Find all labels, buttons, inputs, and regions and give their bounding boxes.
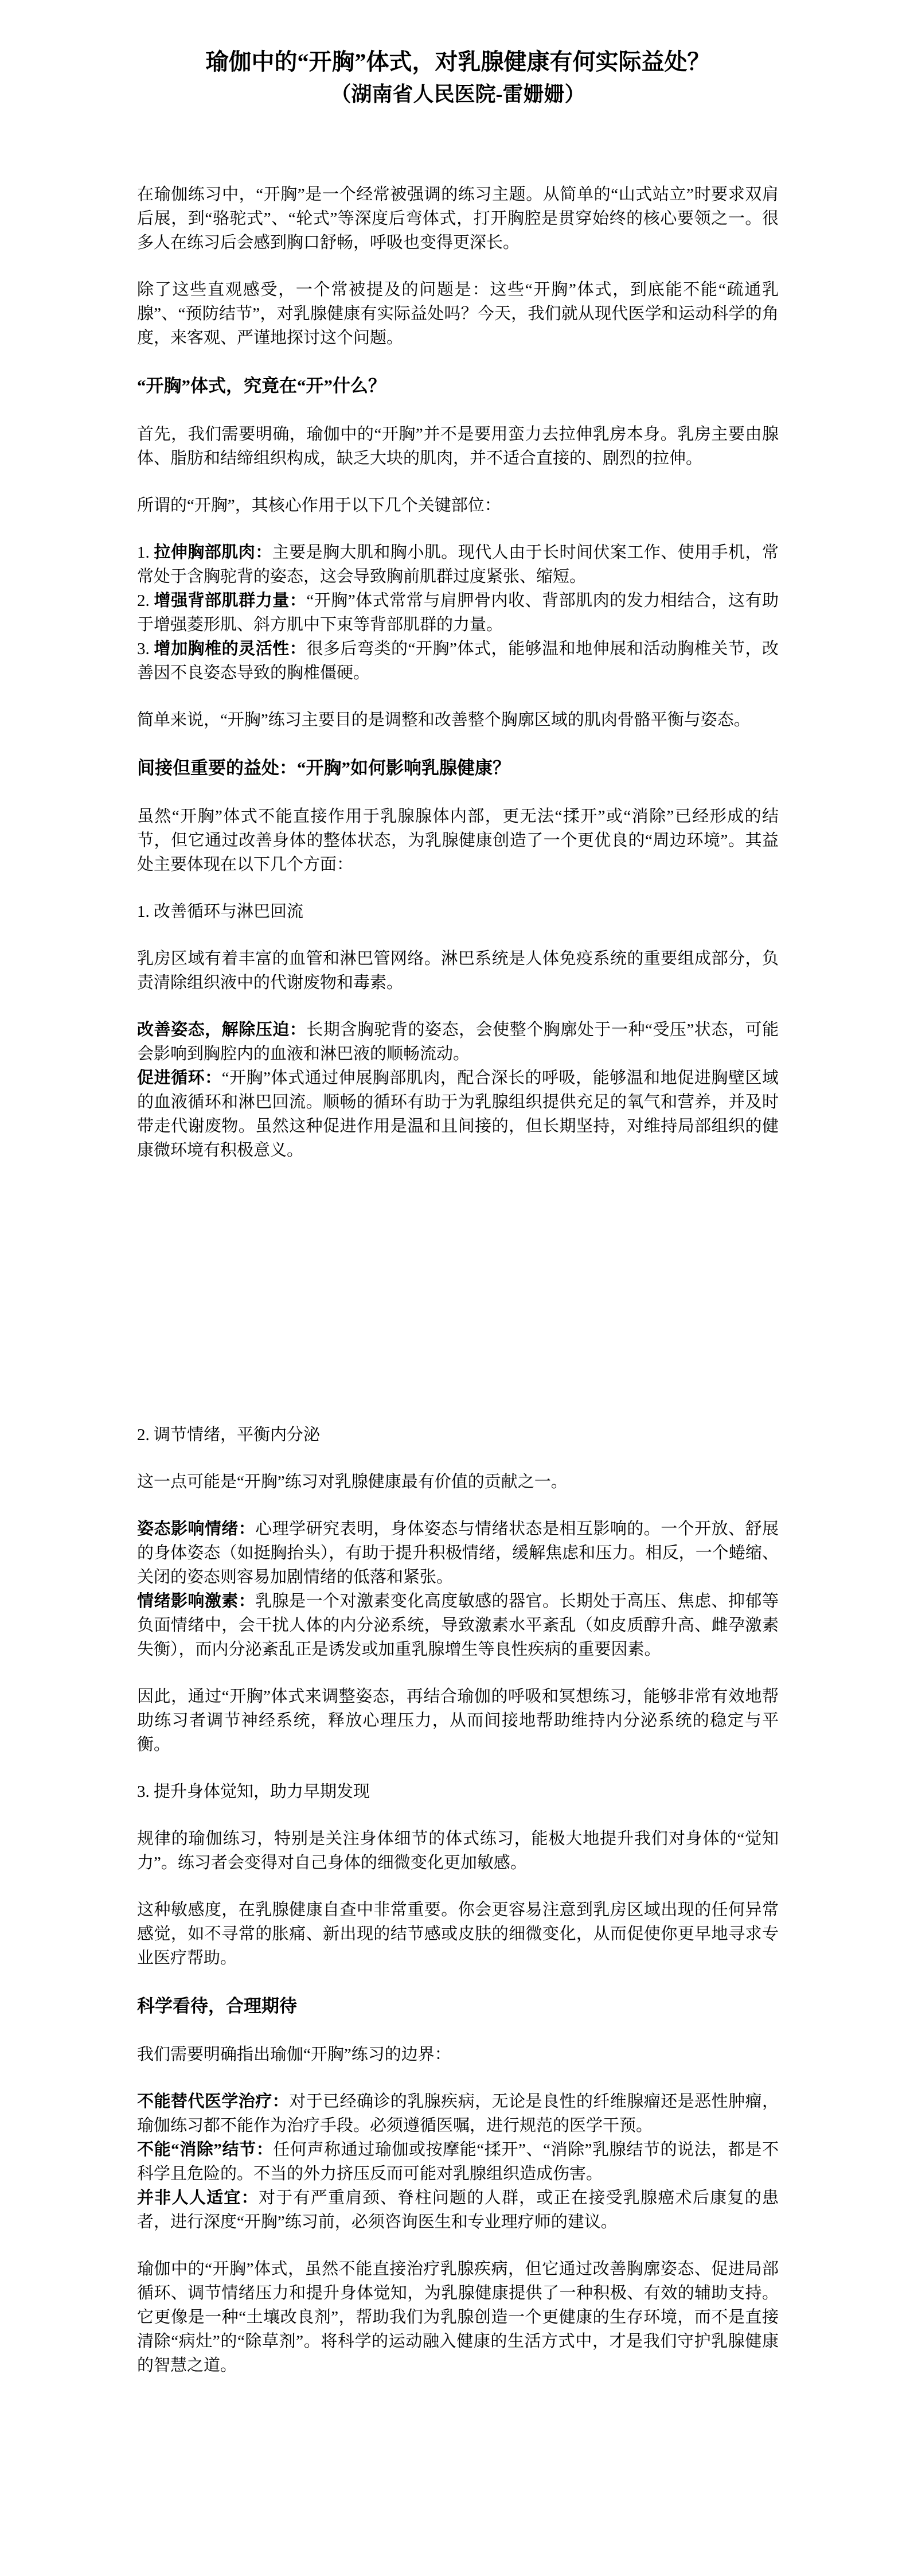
bold-lead: 不能替代医学治疗： [137,2092,290,2111]
lead-paragraph [137,1589,779,1661]
paragraph: 这种敏感度，在乳腺健康自查中非常重要。你会更容易注意到乳房区域出现的任何异常感觉，如不寻常的胀痛、新出现的结节感或皮肤的细微变化，从而促使你更早地寻求专业医疗帮助。 [137,1901,779,1967]
list-item [137,589,779,637]
page-title: 瑜伽中的“开胸”体式，对乳腺健康有何实际益处？ [205,49,710,75]
paragraph: 在瑜伽练习中，“开胸”是一个经常被强调的练习主题。从简单的“山式站立”时要求双肩后展，到“骆驼式”、“轮式”等深度后弯体式，打开胸腔是贯穿始终的核心要领之一。很多人在练习后会感到胸口舒畅，呼吸也变得更深长。 [137,185,779,252]
paragraph: 我们需要明确指出瑜伽“开胸”练习的边界： [137,2045,451,2064]
paragraph: 这一点可能是“开胸”练习对乳腺健康最有价值的贡献之一。 [137,1473,568,1491]
list-item-number: 1. [137,543,154,562]
paragraph: 乳房区域有着丰富的血管和淋巴管网络。淋巴系统是人体免疫系统的重要组成部分，负责清除组织液中的代谢废物和毒素。 [137,950,779,992]
lead-paragraph [137,1018,779,1066]
list-item-label: 拉伸胸部肌肉： [154,543,272,562]
paragraph: 虽然“开胸”体式不能直接作用于乳腺腺体内部，更无法“揉开”或“消除”已经形成的结节，但它通过改善身体的整体状态，为乳腺健康创造了一个更优良的“周边环境”。其益处主要体现在以下几个方面： [137,807,779,874]
bold-lead: 姿态影响情绪： [137,1520,256,1538]
subsection-heading: 3. 提升身体觉知，助力早期发现 [137,1783,370,1801]
list-item-text: 主要是胸大肌和胸小肌。现代人由于长时间伏案工作、使用手机，常常处于含胸驼背的姿态，这会导致胸前肌群过度紧张、缩短。 [137,543,779,586]
blank-gap [137,1185,779,1423]
lead-paragraph [137,1517,779,1589]
bold-lead: 不能“消除”结节： [137,2141,274,2159]
paragraph: 所谓的“开胸”，其核心作用于以下几个关键部位： [137,496,501,515]
lead-paragraph-text: 乳腺是一个对激素变化高度敏感的器官。长期处于高压、焦虑、抑郁等负面情绪中，会干扰人体的内分泌系统，导致激素水平紊乱（如皮质醇升高、雌孕激素失衡），而内分泌紊乱正是诱发或加重乳腺增生等良性疾病的重要因素。 [137,1592,779,1659]
lead-paragraph-group [137,2089,779,2234]
paragraph: 规律的瑜伽练习，特别是关注身体细节的体式练习，能极大地提升我们对身体的“觉知力”。练习者会变得对自己身体的细微变化更加敏感。 [137,1830,779,1872]
paragraph: 简单来说，“开胸”练习主要目的是调整和改善整个胸廓区域的肌肉骨骼平衡与姿态。 [137,711,751,729]
list-item-number: 2. [137,592,154,610]
bold-lead: 改善姿态，解除压迫： [137,1021,307,1039]
list-item-text: “开胸”体式常常与肩胛骨内收、背部肌肉的发力相结合，这有助于增强菱形肌、斜方肌中下束等背部肌群的力量。 [137,592,779,634]
lead-paragraph-text: 对于已经确诊的乳腺疾病，无论是良性的纤维腺瘤还是恶性肿瘤，瑜伽练习都不能作为治疗手段。必须遵循医嘱，进行规范的医学干预。 [137,2092,779,2135]
list-item-label: 增强背部肌群力量： [154,592,307,610]
lead-paragraph-text: 心理学研究表明，身体姿态与情绪状态是相互影响的。一个开放、舒展的身体姿态（如挺胸抬头），有助于提升积极情绪，缓解焦虑和压力。相反，一个蜷缩、关闭的姿态则容易加剧情绪的低落和紧张。 [137,1520,779,1586]
section-heading: “开胸”体式，究竟在“开”什么？ [137,376,386,396]
section-heading: 科学看待，合理期待 [137,1996,297,2016]
paragraph: 除了这些直观感受，一个常被提及的问题是：这些“开胸”体式，到底能不能“疏通乳腺”、“预防结节”，对乳腺健康有实际益处吗？今天，我们就从现代医学和运动科学的角度，来客观、严谨地探讨这个问题。 [137,281,779,347]
lead-paragraph-text: 任何声称通过瑜伽或按摩能“揉开”、“消除”乳腺结节的说法，都是不科学且危险的。不当的外力挤压反而可能对乳腺组织造成伤害。 [137,2141,779,2183]
paragraph: 瑜伽中的“开胸”体式，虽然不能直接治疗乳腺疾病，但它通过改善胸廓姿态、促进局部循环、调节情绪压力和提升身体觉知，为乳腺健康提供了一种积极、有效的辅助支持。它更像是一种“土壤改良剂”，帮助我们为乳腺创造一个更健康的生存环境，而不是直接清除“病灶”的“除草剂”。将科学的运动融入健康的生活方式中，才是我们守护乳腺健康的智慧之道。 [137,2260,779,2375]
subsection-heading: 1. 改善循环与淋巴回流 [137,902,304,921]
paragraph: 首先，我们需要明确，瑜伽中的“开胸”并不是要用蛮力去拉伸乳房本身。乳房主要由腺体、脂肪和结缔组织构成，缺乏大块的肌肉，并不适合直接的、剧烈的拉伸。 [137,425,779,468]
lead-paragraph [137,1066,779,1162]
lead-paragraph [137,2186,779,2234]
lead-paragraph-text: 长期含胸驼背的姿态，会使整个胸廓处于一种“受压”状态，可能会影响到胸腔内的血液和淋巴液的顺畅流动。 [137,1021,779,1063]
list-item [137,540,779,589]
lead-paragraph-group [137,1018,779,1162]
lead-paragraph-text: “开胸”体式通过伸展胸部肌肉，配合深长的呼吸，能够温和地促进胸壁区域的血液循环和淋巴回流。顺畅的循环有助于为乳腺组织提供充足的氧气和营养，并及时带走代谢废物。虽然这种促进作用是温和且间接的，但长期坚持，对维持局部组织的健康微环境有积极意义。 [137,1069,779,1159]
list-item-number: 3. [137,640,154,658]
bold-lead: 促进循环： [137,1069,222,1087]
subsection-heading: 2. 调节情绪，平衡内分泌 [137,1426,321,1444]
numbered-list [137,540,779,685]
section-heading: 间接但重要的益处：“开胸”如何影响乳腺健康？ [137,758,510,778]
bold-lead: 情绪影响激素： [137,1592,256,1610]
page-subtitle: （湖南省人民医院-雷姗姗） [330,83,585,106]
list-item-text: 很多后弯类的“开胸”体式，能够温和地伸展和活动胸椎关节，改善因不良姿态导致的胸椎僵硬。 [137,640,779,682]
list-item [137,637,779,685]
bold-lead: 并非人人适宜： [137,2189,259,2207]
lead-paragraph-text: 对于有严重肩颈、脊柱问题的人群，或正在接受乳腺癌术后康复的患者，进行深度“开胸”练习前，必须咨询医生和专业理疗师的建议。 [137,2189,779,2231]
paragraph: 因此，通过“开胸”体式来调整姿态，再结合瑜伽的呼吸和冥想练习，能够非常有效地帮助练习者调节神经系统，释放心理压力，从而间接地帮助维持内分泌系统的稳定与平衡。 [137,1687,779,1754]
list-item-label: 增加胸椎的灵活性： [154,640,307,658]
lead-paragraph [137,2138,779,2186]
lead-paragraph [137,2089,779,2138]
lead-paragraph-group [137,1517,779,1661]
